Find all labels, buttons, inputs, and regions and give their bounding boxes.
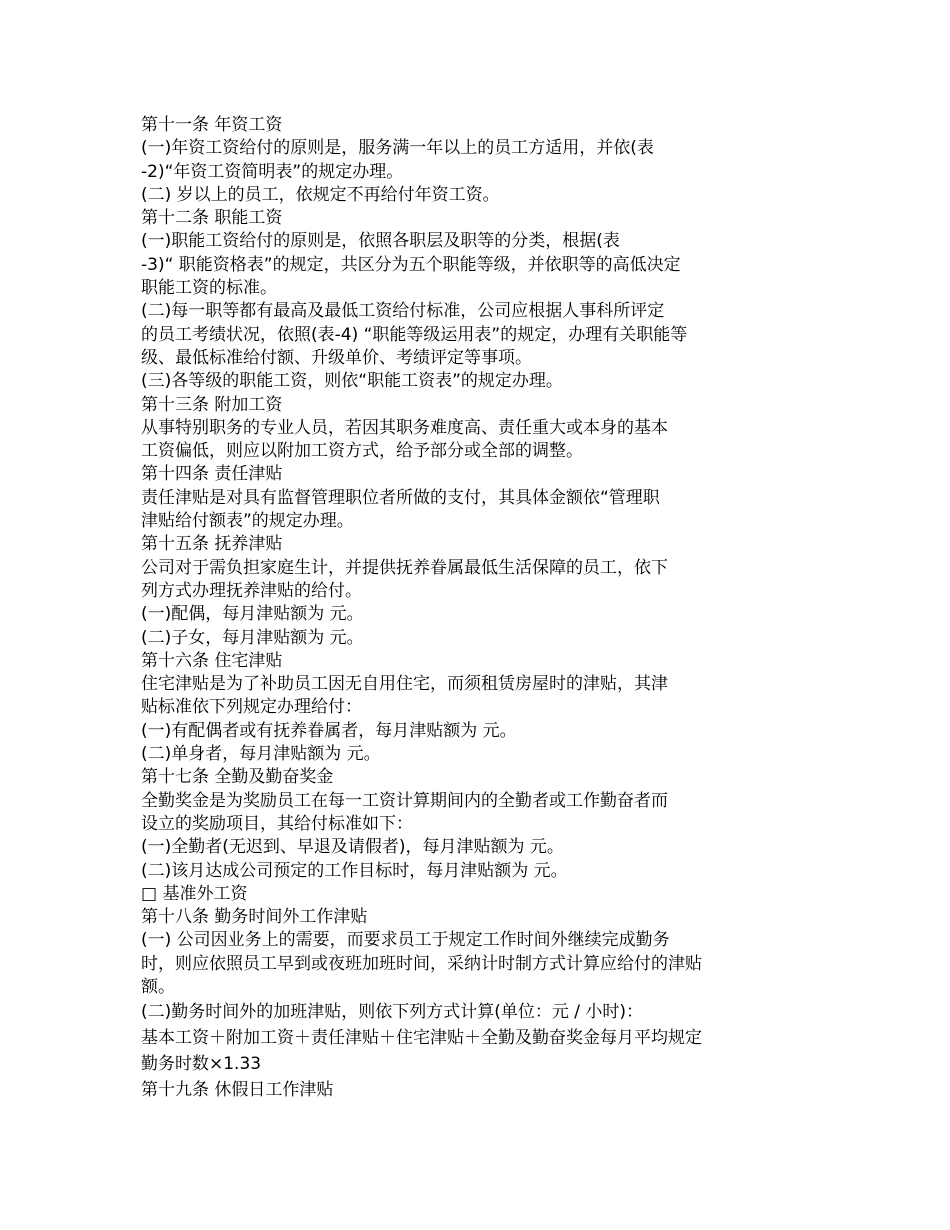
text-line: 津贴给付额表”的规定办理。 — [141, 511, 354, 532]
text-line: (一)全勤者(无迟到、早退及请假者)，每月津贴额为 元。 — [141, 837, 564, 858]
text-line: 设立的奖励项目，其给付标准如下： — [141, 813, 413, 834]
article-19-heading: 第十九条 休假日工作津贴 — [141, 1080, 334, 1101]
text-line: 职能工资的标准。 — [141, 278, 277, 299]
text-line: -3)“ 职能资格表”的规定，共区分为五个职能等级，并依职等的高低决定 — [141, 254, 681, 275]
text-line: (二)单身者，每月津贴额为 元。 — [141, 744, 381, 765]
article-11-heading: 第十一条 年资工资 — [141, 115, 283, 135]
text-line: 工资偏低，则应以附加工资方式，给予部分或全部的调整。 — [141, 441, 583, 462]
text-line: 住宅津贴是为了补助员工因无自用住宅，而须租赁房屋时的津贴，其津 — [141, 674, 668, 695]
text-line: 从事特别职务的专业人员，若因其职务难度高、责任重大或本身的基本 — [141, 417, 668, 438]
text-line: (一)年资工资给付的原则是，服务满一年以上的员工方适用，并依(表 — [141, 138, 654, 159]
text-line: 级、最低标准给付额、升级单价、考绩评定等事项。 — [141, 347, 532, 368]
article-14-heading: 第十四条 责任津贴 — [141, 464, 283, 485]
article-16-heading: 第十六条 住宅津贴 — [141, 650, 283, 671]
article-18-heading: 第十八条 勤务时间外工作津贴 — [141, 907, 368, 928]
text-line: 贴标准依下列规定办理给付： — [141, 697, 362, 718]
text-line: 全勤奖金是为奖励员工在每一工资计算期间内的全勤者或工作勤奋者而 — [141, 790, 668, 811]
section-heading: □ 基准外工资 — [141, 883, 248, 904]
text-line: -2)“年资工资简明表”的规定办理。 — [141, 161, 404, 182]
text-line: 责任津贴是对具有监督管理职位者所做的支付，其具体金额依“管理职 — [141, 487, 660, 508]
text-line: (一)配偶，每月津贴额为 元。 — [141, 604, 364, 625]
text-line: (二)每一职等都有最高及最低工资给付标准，公司应根据人事科所评定 — [141, 301, 665, 322]
article-15-heading: 第十五条 抚养津贴 — [141, 534, 283, 555]
text-line: (三)各等级的职能工资，则依“职能工资表”的规定办理。 — [141, 371, 563, 392]
text-line: 时，则应依照员工早到或夜班加班时间，采纳计时制方式计算应给付的津贴 — [141, 953, 702, 974]
text-line: 公司对于需负担家庭生计，并提供抚养眷属最低生活保障的员工，依下 — [141, 557, 668, 578]
document-body — [141, 114, 821, 1103]
text-line: (二)子女，每月津贴额为 元。 — [141, 627, 364, 648]
article-13-heading: 第十三条 附加工资 — [141, 394, 283, 415]
text-line: 列方式办理抚养津贴的给付。 — [141, 580, 362, 601]
text-line: (二)该月达成公司预定的工作目标时，每月津贴额为 元。 — [141, 860, 568, 881]
text-line: (一) 公司因业务上的需要，而要求员工于规定工作时间外继续完成勤务 — [141, 930, 670, 951]
article-12-heading: 第十二条 职能工资 — [141, 208, 283, 229]
text-line: (一)职能工资给付的原则是，依照各职层及职等的分类，根据(表 — [141, 231, 620, 252]
article-17-heading: 第十七条 全勤及勤奋奖金 — [141, 767, 334, 788]
text-line: 的员工考绩状况，依照(表-4) “职能等级运用表”的规定，办理有关职能等 — [141, 324, 688, 345]
text-line: (二) 岁以上的员工，依规定不再给付年资工资。 — [141, 184, 500, 205]
text-line: (一)有配偶者或有抚养眷属者，每月津贴额为 元。 — [141, 720, 517, 741]
text-line: 额。 — [141, 976, 175, 997]
formula-line: 勤务时数×1.33 — [141, 1054, 262, 1075]
formula-line: 基本工资＋附加工资＋责任津贴＋住宅津贴＋全勤及勤奋奖金每月平均规定 — [141, 1028, 702, 1049]
text-line: (二)勤务时间外的加班津贴，则依下列方式计算(单位：元 / 小时)： — [141, 1002, 644, 1023]
